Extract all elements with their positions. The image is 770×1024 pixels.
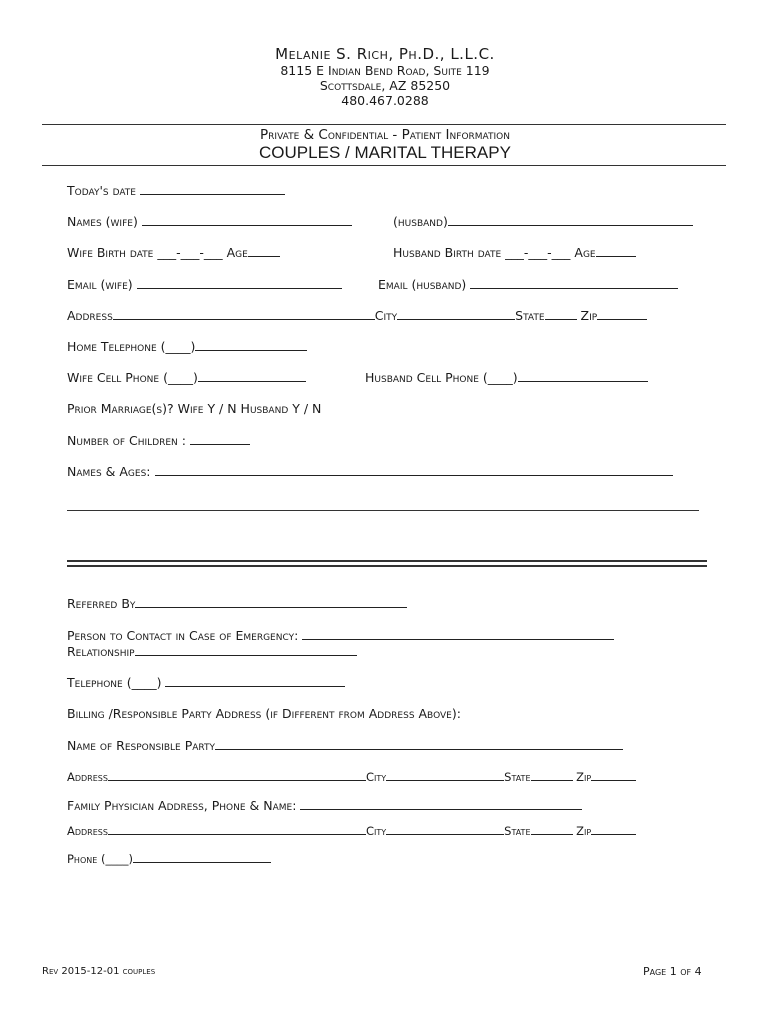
relationship-field[interactable] <box>135 644 357 656</box>
husband-birth-date-field[interactable]: ___-___-___ <box>505 245 571 260</box>
family-physician-label: Family Physician Address, Phone & Name: <box>67 798 297 813</box>
family-physician-field[interactable] <box>300 798 582 810</box>
names-husband-row <box>393 214 693 229</box>
email-wife-label: Email (wife) <box>67 277 133 292</box>
city-field[interactable] <box>397 308 515 320</box>
header-divider-bottom <box>42 165 726 166</box>
zip-label: Zip <box>580 308 598 323</box>
state-field[interactable] <box>545 308 577 320</box>
physician-address-field[interactable] <box>108 823 366 835</box>
state-label: State <box>515 308 545 323</box>
emergency-field[interactable] <box>302 628 614 640</box>
responsible-state-label: State <box>504 770 531 784</box>
physician-state-label: State <box>504 824 531 838</box>
address-field[interactable] <box>113 308 375 320</box>
home-telephone-row <box>67 339 307 354</box>
number-children-field[interactable] <box>190 433 250 445</box>
practice-address-line1: 8115 E Indian Bend Road, Suite 119 <box>280 63 490 78</box>
home-telephone-area[interactable]: (____) <box>160 339 196 354</box>
names-wife-row <box>67 214 352 229</box>
prior-marriage-label[interactable]: Prior Marriage(s)? Wife Y / N Husband Y / N <box>67 401 322 416</box>
footer-revision: Rev 2015-12-01 couples <box>42 966 156 977</box>
husband-age-label: Age <box>574 245 596 260</box>
emergency-row <box>67 628 614 643</box>
home-telephone-field[interactable] <box>195 339 307 351</box>
responsible-city-label: City <box>365 770 387 784</box>
address-row <box>67 308 647 323</box>
wife-cell-label: Wife Cell Phone <box>67 370 160 385</box>
physician-phone-row <box>67 851 271 866</box>
names-ages-label: Names & Ages: <box>67 464 151 479</box>
physician-state-field[interactable] <box>531 823 573 835</box>
husband-cell-area[interactable]: (____) <box>482 370 518 385</box>
husband-cell-field[interactable] <box>518 370 648 382</box>
email-husband-row <box>378 277 678 292</box>
responsible-state-field[interactable] <box>531 769 573 781</box>
todays-date-label: Today's date <box>67 183 136 198</box>
prior-marriage-row <box>67 401 321 416</box>
form-subtitle: Private & Confidential - Patient Information <box>260 127 510 143</box>
relationship-label: Relationship <box>67 644 135 659</box>
husband-cell-row <box>365 370 648 385</box>
todays-date-field[interactable] <box>140 183 285 195</box>
wife-birth-date-field[interactable]: ___-___-___ <box>157 245 223 260</box>
number-children-label: Number of Children : <box>67 433 186 448</box>
responsible-zip-field[interactable] <box>591 769 636 781</box>
names-ages-field[interactable] <box>155 464 673 476</box>
emergency-telephone-area[interactable]: (____) <box>126 675 162 690</box>
todays-date-row <box>67 183 285 198</box>
email-husband-field[interactable] <box>470 277 678 289</box>
physician-phone-area[interactable]: (____) <box>100 852 133 866</box>
referred-by-field[interactable] <box>135 596 407 608</box>
names-ages-line-2[interactable] <box>67 510 699 511</box>
names-husband-field[interactable] <box>448 214 693 226</box>
wife-birth-row <box>67 245 280 260</box>
responsible-address-field[interactable] <box>108 769 366 781</box>
practice-phone: 480.467.0288 <box>341 93 429 108</box>
header-divider-top <box>42 124 726 125</box>
responsible-party-label: Name of Responsible Party <box>67 738 215 753</box>
responsible-address-row <box>67 769 636 784</box>
responsible-party-row <box>67 738 623 753</box>
address-label: Address <box>67 308 113 323</box>
wife-cell-row <box>67 370 306 385</box>
names-wife-field[interactable] <box>142 214 352 226</box>
wife-age-field[interactable] <box>248 245 280 257</box>
practice-name: Melanie S. Rich, Ph.D., L.L.C. <box>275 45 495 63</box>
wife-cell-field[interactable] <box>198 370 306 382</box>
physician-phone-field[interactable] <box>133 851 271 863</box>
wife-age-label: Age <box>226 245 248 260</box>
relationship-row <box>67 644 357 659</box>
section-divider-1 <box>67 560 707 562</box>
physician-address-label: Address <box>67 824 108 838</box>
footer-page-number: Page 1 of 4 <box>643 965 702 978</box>
city-label: City <box>374 308 398 323</box>
husband-birth-row <box>393 245 636 260</box>
zip-field[interactable] <box>597 308 647 320</box>
billing-label: Billing /Responsible Party Address (if Different from Address Above): <box>67 706 461 721</box>
husband-cell-label: Husband Cell Phone <box>365 370 479 385</box>
physician-zip-label: Zip <box>576 824 592 838</box>
section-divider-2 <box>67 565 707 567</box>
names-wife-label: Names (wife) <box>67 214 138 229</box>
responsible-address-label: Address <box>67 770 108 784</box>
home-telephone-label: Home Telephone <box>67 339 157 354</box>
emergency-telephone-label: Telephone <box>67 675 123 690</box>
physician-city-label: City <box>365 824 387 838</box>
email-husband-label: Email (husband) <box>378 277 467 292</box>
physician-address-row <box>67 823 636 838</box>
billing-row <box>67 706 461 721</box>
responsible-zip-label: Zip <box>576 770 592 784</box>
referred-by-label: Referred By <box>67 596 136 611</box>
referred-by-row <box>67 596 407 611</box>
emergency-telephone-row <box>67 675 345 690</box>
physician-zip-field[interactable] <box>591 823 636 835</box>
email-wife-row <box>67 277 342 292</box>
wife-birth-date-label: Wife Birth date <box>67 245 154 260</box>
practice-address-line2: Scottsdale, AZ 85250 <box>319 78 451 93</box>
husband-birth-date-label: Husband Birth date <box>393 245 502 260</box>
husband-label: (husband) <box>393 214 448 229</box>
responsible-party-field[interactable] <box>215 738 623 750</box>
family-physician-row <box>67 798 582 813</box>
physician-phone-label: Phone <box>67 852 98 866</box>
number-children-row <box>67 433 250 448</box>
email-wife-field[interactable] <box>137 277 342 289</box>
form-title: COUPLES / MARITAL THERAPY <box>259 143 511 162</box>
emergency-telephone-field[interactable] <box>165 675 345 687</box>
physician-city-field[interactable] <box>386 823 504 835</box>
responsible-city-field[interactable] <box>386 769 504 781</box>
wife-cell-area[interactable]: (____) <box>163 370 198 385</box>
husband-age-field[interactable] <box>596 245 636 257</box>
names-ages-row <box>67 464 673 479</box>
emergency-label: Person to Contact in Case of Emergency: <box>67 628 299 643</box>
